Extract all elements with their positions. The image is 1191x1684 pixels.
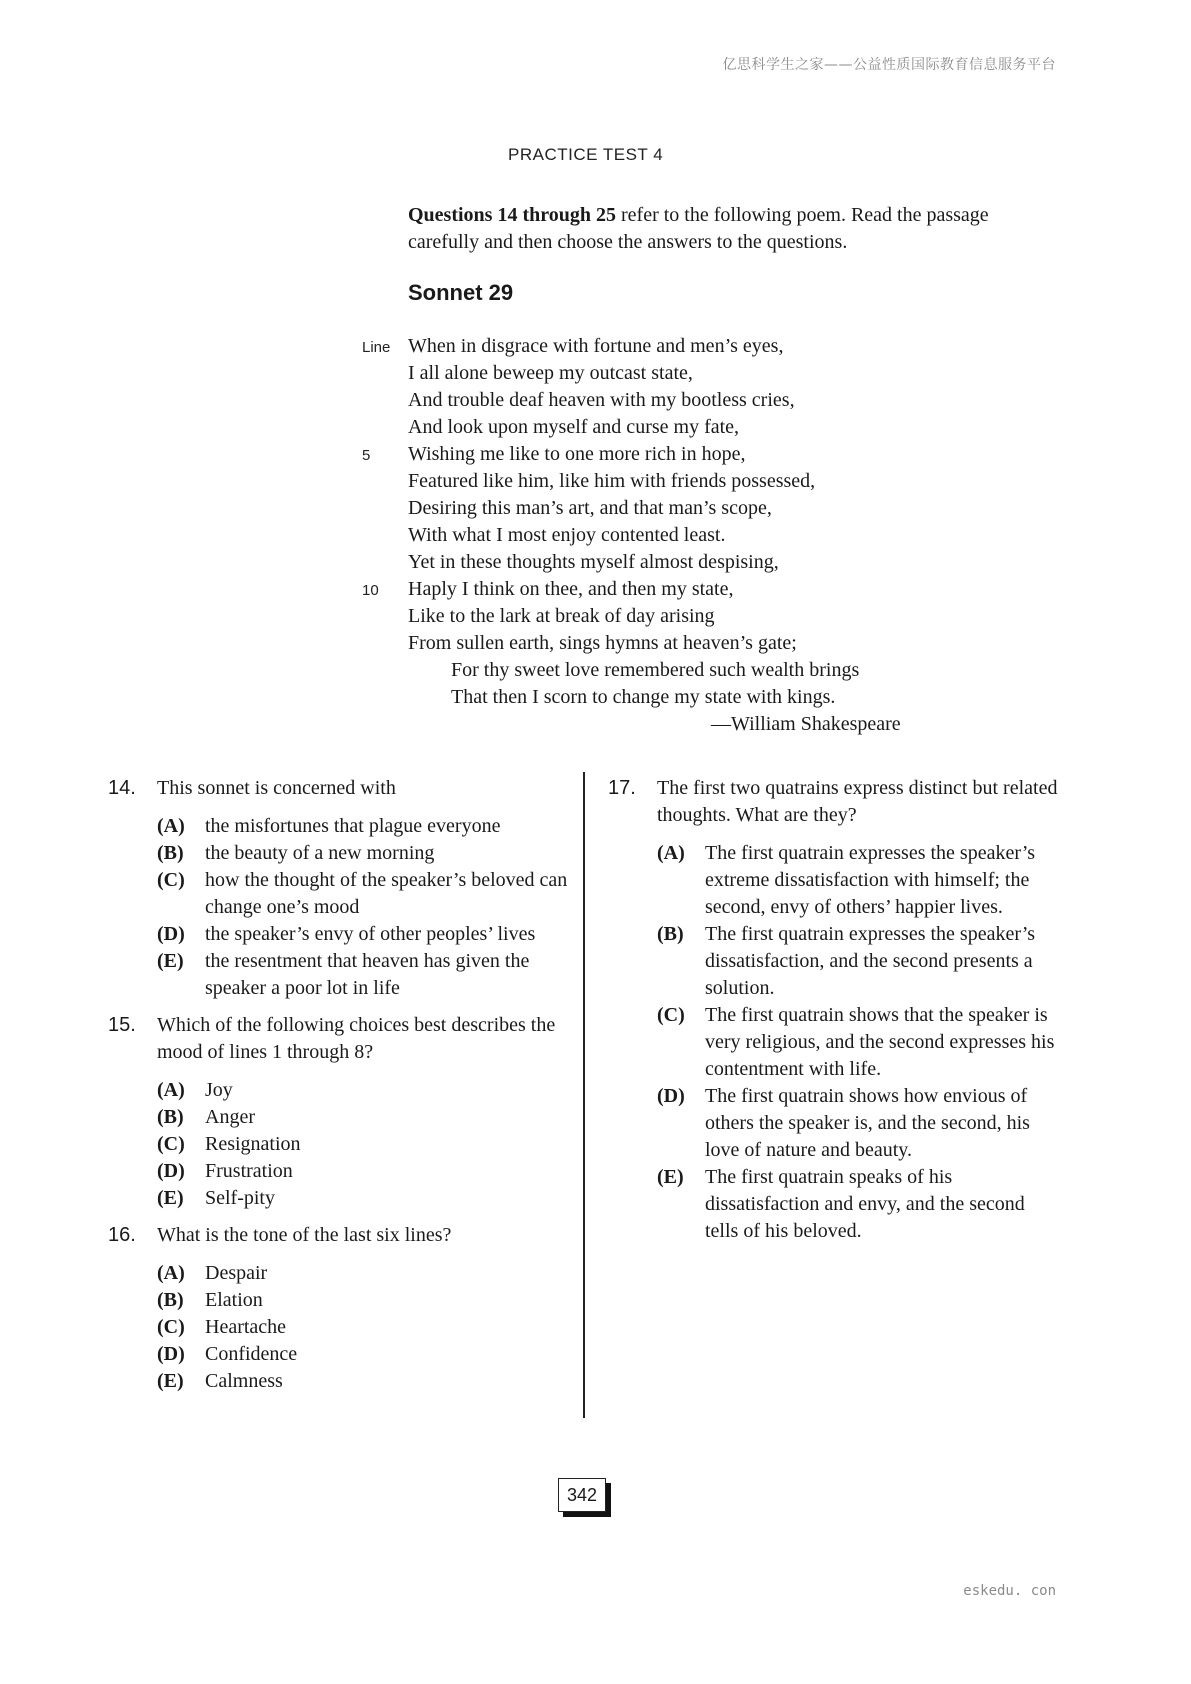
- option-letter: (B): [657, 923, 684, 945]
- option-letter: (E): [657, 1166, 684, 1188]
- option-text: Frustration: [205, 1160, 293, 1182]
- option-text: the misfortunes that plague everyone: [205, 815, 501, 837]
- questions-left-column: [108, 775, 580, 1405]
- questions-right-column: [608, 775, 1063, 1255]
- intro-rest: refer to the following poem. Read the passage carefully and then choose the answers to the questions.: [408, 204, 989, 253]
- answer-option: [108, 1368, 580, 1395]
- poem-attribution: [362, 711, 1062, 738]
- answer-option: [608, 1083, 1063, 1164]
- option-letter: (A): [157, 1262, 185, 1284]
- watermark-header: 亿思科学生之家——公益性质国际教育信息服务平台: [722, 57, 1056, 73]
- column-divider: [583, 772, 585, 1418]
- option-text: Calmness: [205, 1370, 283, 1392]
- question-stem: [108, 1012, 580, 1066]
- answer-option: [108, 1185, 580, 1212]
- option-text: Heartache: [205, 1316, 287, 1338]
- option-text: Joy: [205, 1079, 233, 1101]
- answer-option: [608, 840, 1063, 921]
- answer-option: [108, 948, 580, 1002]
- option-text: Elation: [205, 1289, 263, 1311]
- page-number: 342: [558, 1478, 606, 1512]
- answer-option: [108, 1314, 580, 1341]
- line-number: 5: [362, 447, 371, 464]
- answer-option: [108, 1104, 580, 1131]
- poem-line: [362, 495, 1062, 522]
- option-letter: (E): [157, 1187, 184, 1209]
- line-text: Like to the lark at break of day arising: [408, 605, 715, 627]
- option-letter: (D): [157, 1160, 185, 1182]
- option-letter: (C): [157, 1133, 185, 1155]
- answer-option: [108, 867, 580, 921]
- option-letter: (D): [157, 1343, 185, 1365]
- question-text: This sonnet is concerned with: [157, 777, 396, 799]
- poem-line: [362, 387, 1062, 414]
- question-number: 15.: [108, 1014, 136, 1036]
- question-number: 14.: [108, 777, 136, 799]
- question-stem: [608, 775, 1063, 829]
- question-stem: [108, 1222, 580, 1249]
- passage-intro: [408, 202, 1048, 256]
- poem-line: [362, 468, 1062, 495]
- poem-line: [362, 333, 1062, 360]
- line-text: I all alone beweep my outcast state,: [408, 362, 693, 384]
- line-text: With what I most enjoy contented least.: [408, 524, 726, 546]
- poem-line: [362, 549, 1062, 576]
- watermark-footer: eskedu. con: [963, 1583, 1056, 1599]
- question-15: [108, 1012, 580, 1212]
- answer-option: [108, 840, 580, 867]
- option-letter: (C): [157, 1316, 185, 1338]
- question-16: [108, 1222, 580, 1395]
- answer-option: [608, 921, 1063, 1002]
- poem-line: [362, 522, 1062, 549]
- option-letter: (C): [157, 869, 185, 891]
- option-text: The first quatrain shows that the speaker is very religious, and the second expresses his contentment with life.: [705, 1004, 1055, 1080]
- line-text: Featured like him, like him with friends possessed,: [408, 470, 816, 492]
- line-text: That then I scorn to change my state with kings.: [451, 686, 836, 708]
- question-text: The first two quatrains express distinct but related thoughts. What are they?: [657, 777, 1058, 826]
- option-letter: (A): [157, 1079, 185, 1101]
- poem: [362, 333, 1062, 738]
- option-text: how the thought of the speaker’s beloved can change one’s mood: [205, 869, 568, 918]
- option-letter: (A): [157, 815, 185, 837]
- question-text: What is the tone of the last six lines?: [157, 1224, 452, 1246]
- intro-bold: Questions 14 through 25: [408, 204, 617, 226]
- option-text: Anger: [205, 1106, 255, 1128]
- option-text: Despair: [205, 1262, 268, 1284]
- option-text: Resignation: [205, 1133, 301, 1155]
- option-letter: (D): [157, 923, 185, 945]
- line-text: Wishing me like to one more rich in hope,: [408, 443, 746, 465]
- answer-option: [108, 813, 580, 840]
- answer-option: [108, 1260, 580, 1287]
- option-text: The first quatrain expresses the speaker’s extreme dissatisfaction with himself; the second, envy of others’ happier lives.: [705, 842, 1036, 918]
- line-text: And look upon myself and curse my fate,: [408, 416, 740, 438]
- option-letter: (D): [657, 1085, 685, 1107]
- question-17: [608, 775, 1063, 1245]
- line-text: For thy sweet love remembered such wealth brings: [451, 659, 860, 681]
- answer-option: [108, 921, 580, 948]
- answer-option: [608, 1002, 1063, 1083]
- line-text: Desiring this man’s art, and that man’s scope,: [408, 497, 772, 519]
- option-letter: (E): [157, 1370, 184, 1392]
- line-text: Yet in these thoughts myself almost despising,: [408, 551, 779, 573]
- poem-line: [362, 414, 1062, 441]
- option-letter: (C): [657, 1004, 685, 1026]
- option-text: Self-pity: [205, 1187, 275, 1209]
- poem-line: [362, 441, 1062, 468]
- option-text: The first quatrain expresses the speaker’s dissatisfaction, and the second presents a solution.: [705, 923, 1036, 999]
- option-text: The first quatrain shows how envious of others the speaker is, and the second, his love of nature and beauty.: [705, 1085, 1030, 1161]
- poem-line: [362, 657, 1062, 684]
- option-letter: (E): [157, 950, 184, 972]
- poem-line: [362, 630, 1062, 657]
- question-text: Which of the following choices best describes the mood of lines 1 through 8?: [157, 1014, 556, 1063]
- question-number: 16.: [108, 1224, 136, 1246]
- poem-line: [362, 684, 1062, 711]
- line-text: When in disgrace with fortune and men’s eyes,: [408, 335, 784, 357]
- answer-option: [108, 1287, 580, 1314]
- running-head: PRACTICE TEST 4: [508, 145, 664, 164]
- line-number: 10: [362, 582, 379, 599]
- option-text: the speaker’s envy of other peoples’ lives: [205, 923, 536, 945]
- question-14: [108, 775, 580, 1002]
- poem-line: [362, 576, 1062, 603]
- option-text: the beauty of a new morning: [205, 842, 435, 864]
- line-text: —William Shakespeare: [711, 713, 901, 735]
- option-letter: (B): [157, 1289, 184, 1311]
- option-text: the resentment that heaven has given the speaker a poor lot in life: [205, 950, 530, 999]
- answer-option: [608, 1164, 1063, 1245]
- line-number: Line: [362, 339, 391, 356]
- line-text: And trouble deaf heaven with my bootless cries,: [408, 389, 795, 411]
- option-letter: (B): [157, 842, 184, 864]
- poem-line: [362, 603, 1062, 630]
- question-stem: [108, 775, 580, 802]
- option-text: Confidence: [205, 1343, 298, 1365]
- option-letter: (B): [157, 1106, 184, 1128]
- option-letter: (A): [657, 842, 685, 864]
- option-text: The first quatrain speaks of his dissatisfaction and envy, and the second tells of his beloved.: [705, 1166, 1025, 1242]
- poem-title: Sonnet 29: [408, 280, 514, 305]
- poem-line: [362, 360, 1062, 387]
- answer-option: [108, 1077, 580, 1104]
- answer-option: [108, 1158, 580, 1185]
- line-text: Haply I think on thee, and then my state,: [408, 578, 734, 600]
- line-text: From sullen earth, sings hymns at heaven’s gate;: [408, 632, 797, 654]
- answer-option: [108, 1341, 580, 1368]
- question-number: 17.: [608, 777, 636, 799]
- answer-option: [108, 1131, 580, 1158]
